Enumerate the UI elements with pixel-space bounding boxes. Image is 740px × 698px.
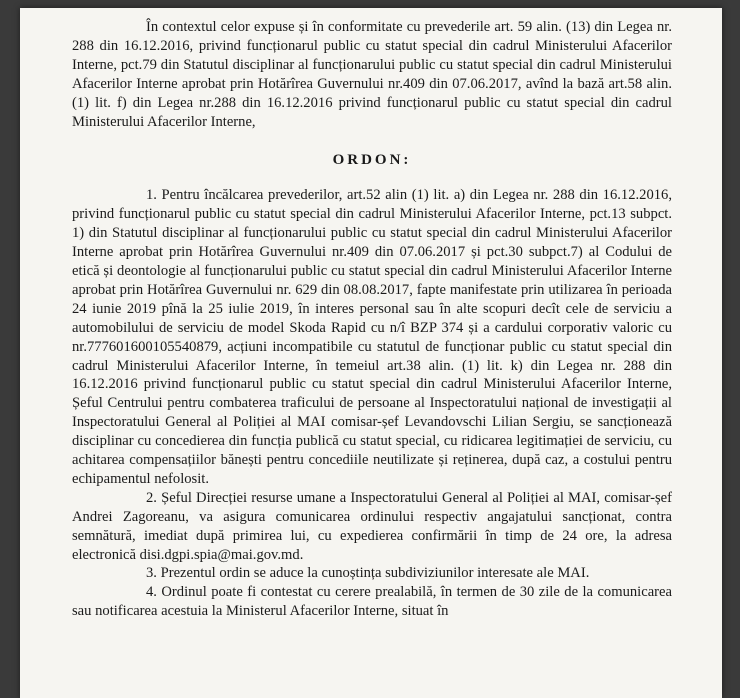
order-item-1: 1. Pentru încălcarea prevederilor, art.52 alin (1) lit. a) din Legea nr. 288 din 16.12.2016, privind funcționarul public cu statut special din cadrul Ministerului Afacerilor Interne, pct.13 subpct. 1) din Statutul disciplinar al funcționarului public cu statut special din cadrul Ministerului Afacerilor Interne aprobat prin Hotărîrea Guvernului nr.409 din 07.06.2017 și pct.30 subpct.7) al Codului de etică și deontologie al funcționarului public cu statut special din cadrul Ministerului Afacerilor Interne aprobat prin Hotărîrea Guvernului nr. 629 din 08.08.2017, fapte manifestate prin utilizarea în perioada 24 iunie 2019 pînă la 25 iulie 2019, în interes personal sau în alte scopuri decît cele de serviciu a automobilului de serviciu de model Skoda Rapid cu n/î BZP 374 și a cardului corporativ valoric cu nr.777601600105540879, acțiuni incompatibile cu statutul de funcționar public cu statut special din cadrul Ministerului Afacerilor Interne, în temeiul art.38 alin. (1) lit. k) din Legea nr. 288 din 16.12.2016 privind funcționarul public cu statut special din cadrul Ministerului Afacerilor Interne, Șeful Centrului pentru combaterea traficului de persoane al Inspectoratului național de investigații al Inspectoratului General al Poliției al MAI comisar-șef Levandovschi Lilian Sergiu, se sancționează disciplinar cu concedierea din funcția publică cu statut special, cu ridicarea legitimației de serviciu, cu achitarea compensațiilor bănești pentru concediile neutilizate și reținerea, după caz, a costului pentru echipamentul nefolosit. (72, 187, 672, 487)
document-body (72, 18, 672, 621)
order-item-4: 4. Ordinul poate fi contestat cu cerere prealabilă, în termen de 30 zile de la comunicarea sau notificarea acestuia la Ministerul Afacerilor Interne, situat în (72, 584, 672, 620)
intro-paragraph: În contextul celor expuse și în conformitate cu prevederile art. 59 alin. (13) din Legea nr. 288 din 16.12.2016, privind funcționarul public cu statut special din cadrul Ministerului Afacerilor Interne, pct.79 din Statutul disciplinar al funcționarului public cu statut special din cadrul Ministerului Afacerilor Interne aprobat prin Hotărîrea Guvernului nr.409 din 07.06.2017, avînd la bază art.58 alin. (1) lit. f) din Legea nr.288 din 16.12.2016 privind funcționarul public cu statut special din cadrul Ministerului Afacerilor Interne, (72, 19, 672, 130)
order-item-2: 2. Șeful Direcției resurse umane a Inspectoratului General al Poliției al MAI, comisar-șef Andrei Zagoreanu, va asigura comunicarea ordinului respectiv angajatului sancționat, contra semnătură, imediat după primirea lui, cu expedierea confirmării în timp de 24 ore, la adresa electronică disi.dgpi.spia@mai.gov.md. (72, 489, 672, 563)
document-page (20, 8, 722, 698)
order-item-3: 3. Prezentul ordin se aduce la cunoștința subdiviziunilor interesate ale MAI. (146, 565, 590, 582)
order-heading: ORDON: (332, 152, 412, 169)
